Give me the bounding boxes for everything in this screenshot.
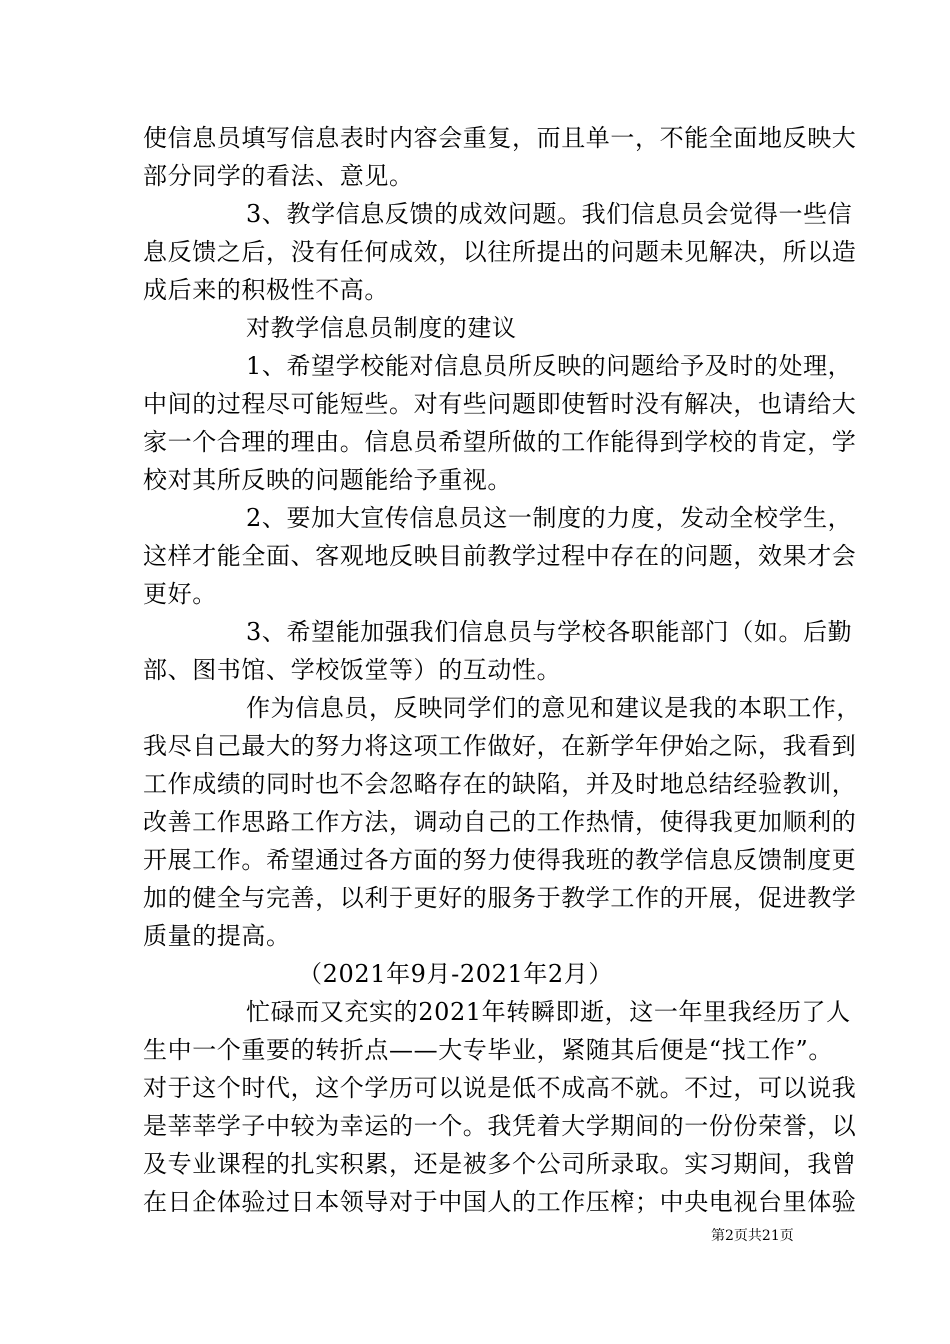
text-line: 及专业课程的扎实积累，还是被多个公司所录取。实习期间，我曾 xyxy=(143,1150,857,1178)
text-line: 校对其所反映的问题能给予重视。 xyxy=(143,466,512,494)
text-line: 改善工作思路工作方法，调动自己的工作热情，使得我更加顺利的 xyxy=(143,808,857,836)
text-line: 1、希望学校能对信息员所反映的问题给予及时的处理， xyxy=(246,352,853,380)
text-line: 息反馈之后，没有任何成效，以往所提出的问题未见解决，所以造 xyxy=(143,238,857,266)
text-line: 是莘莘学子中较为幸运的一个。我凭着大学期间的一份份荣誉，以 xyxy=(143,1112,857,1140)
section-heading: 对教学信息员制度的建议 xyxy=(246,314,517,342)
text-line: 忙碌而又充实的2021年转瞬即逝，这一年里我经历了人 xyxy=(246,998,851,1026)
text-line: 家一个合理的理由。信息员希望所做的工作能得到学校的肯定，学 xyxy=(143,428,857,456)
text-line: 部、图书馆、学校饭堂等）的互动性。 xyxy=(143,656,562,684)
text-line: 工作成绩的同时也不会忽略存在的缺陷，并及时地总结经验教训， xyxy=(143,770,857,798)
text-line: 成后来的积极性不高。 xyxy=(143,276,389,304)
text-line: 更好。 xyxy=(143,580,217,608)
date-range: （2021年9月-2021年2月） xyxy=(298,960,614,988)
text-line: 使信息员填写信息表时内容会重复，而且单一，不能全面地反映大 xyxy=(143,124,857,152)
text-line: 3、希望能加强我们信息员与学校各职能部门（如。后勤 xyxy=(246,618,853,646)
text-line: 质量的提高。 xyxy=(143,922,291,950)
page-number: 第2页共21页 xyxy=(711,1228,794,1244)
text-line: 作为信息员，反映同学们的意见和建议是我的本职工作， xyxy=(246,694,861,722)
text-line: 3、教学信息反馈的成效问题。我们信息员会觉得一些信 xyxy=(246,200,853,228)
text-line: 生中一个重要的转折点——大专毕业，紧随其后便是“找工作”。 xyxy=(143,1036,833,1064)
text-line: 开展工作。希望通过各方面的努力使得我班的教学信息反馈制度更 xyxy=(143,846,857,874)
text-line: 在日企体验过日本领导对于中国人的工作压榨；中央电视台里体验 xyxy=(143,1188,857,1216)
text-line: 这样才能全面、客观地反映目前教学过程中存在的问题，效果才会 xyxy=(143,542,857,570)
text-line: 中间的过程尽可能短些。对有些问题即使暂时没有解决，也请给大 xyxy=(143,390,857,418)
text-line: 2、要加大宣传信息员这一制度的力度，发动全校学生， xyxy=(246,504,853,532)
text-line: 加的健全与完善，以利于更好的服务于教学工作的开展，促进教学 xyxy=(143,884,857,912)
text-line: 我尽自己最大的努力将这项工作做好，在新学年伊始之际，我看到 xyxy=(143,732,857,760)
text-line: 部分同学的看法、意见。 xyxy=(143,162,414,190)
text-line: 对于这个时代，这个学历可以说是低不成高不就。不过，可以说我 xyxy=(143,1074,857,1102)
